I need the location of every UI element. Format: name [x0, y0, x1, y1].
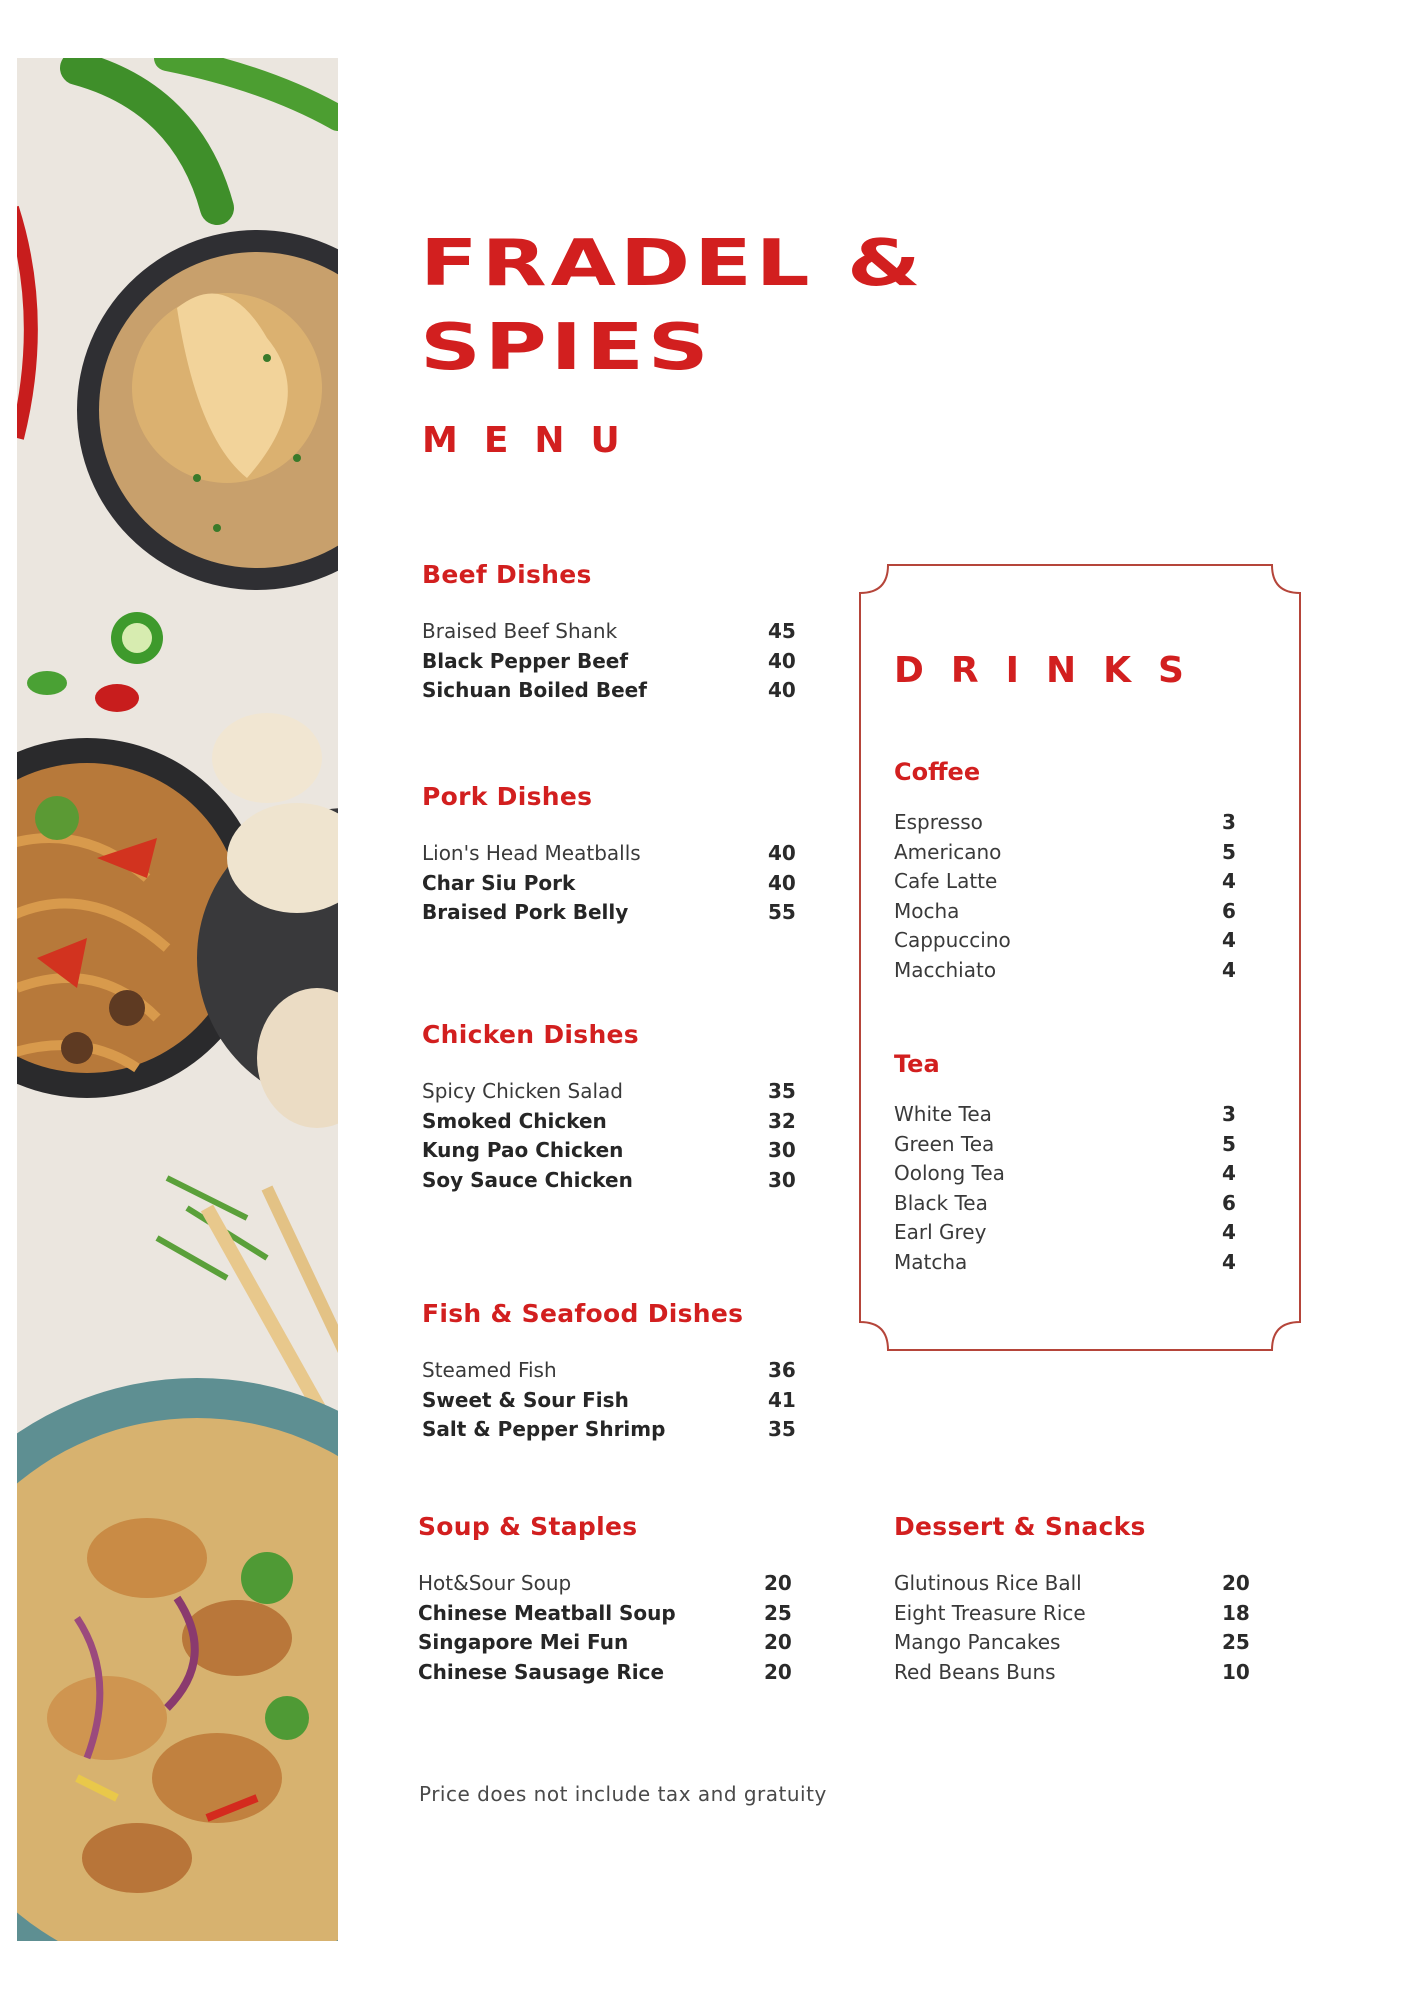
item-price: 35: [768, 1417, 796, 1441]
dessert-section: [894, 1512, 1256, 1687]
item-name: Steamed Fish: [422, 1358, 557, 1382]
menu-item: [418, 1628, 798, 1658]
item-price: 10: [1222, 1659, 1250, 1684]
item-name: Chinese Meatball Soup: [418, 1600, 676, 1625]
menu-item: [894, 1218, 1244, 1248]
item-name: Eight Treasure Rice: [894, 1600, 1086, 1625]
restaurant-name: [420, 222, 925, 390]
menu-item: [894, 1658, 1256, 1688]
item-name: Hot&Sour Soup: [418, 1571, 572, 1595]
item-price: 35: [768, 1079, 796, 1103]
item-price: 40: [768, 841, 796, 865]
item-price: 40: [768, 648, 796, 673]
pork-section-title: Pork Dishes: [422, 782, 593, 811]
item-price: 20: [764, 1659, 792, 1684]
menu-item: [894, 1189, 1244, 1219]
menu-item: [418, 1658, 798, 1688]
item-name: Oolong Tea: [894, 1161, 1005, 1185]
item-price: 3: [1222, 1102, 1236, 1126]
item-price: 18: [1222, 1600, 1250, 1625]
item-price: 55: [768, 900, 796, 924]
item-price: 4: [1222, 957, 1236, 982]
item-price: 20: [764, 1630, 792, 1654]
menu-item: [418, 1599, 798, 1629]
item-name: Mocha: [894, 898, 960, 923]
item-price: 4: [1222, 928, 1236, 952]
item-price: 40: [768, 870, 796, 895]
item-name: Lion's Head Meatballs: [422, 841, 641, 865]
menu-item: [894, 1130, 1244, 1160]
chicken-section: [422, 1020, 802, 1195]
drinks-heading: DRINKS: [894, 650, 1211, 691]
menu-item: [894, 867, 1244, 897]
menu-item: [422, 1386, 802, 1416]
menu-item: [422, 1166, 802, 1196]
item-name: Earl Grey: [894, 1220, 987, 1244]
menu-item: [418, 1569, 798, 1599]
item-name: Sweet & Sour Fish: [422, 1387, 629, 1412]
pork-section: [422, 782, 802, 928]
item-price: 4: [1222, 1220, 1236, 1244]
item-price: 4: [1222, 869, 1236, 893]
item-name: Cappuccino: [894, 928, 1011, 952]
item-name: Sichuan Boiled Beef: [422, 678, 647, 702]
item-price: 41: [768, 1387, 796, 1412]
item-price: 3: [1222, 810, 1236, 834]
item-name: Kung Pao Chicken: [422, 1138, 624, 1162]
beef-section: [422, 560, 802, 706]
menu-item: [894, 897, 1244, 927]
menu-item: [894, 926, 1244, 956]
beef-section-title: Beef Dishes: [422, 560, 592, 589]
menu-item: [422, 647, 802, 677]
menu-item: [422, 869, 802, 899]
menu-item: [894, 808, 1244, 838]
menu-item: [894, 1248, 1244, 1278]
chicken-section-title: Chicken Dishes: [422, 1020, 639, 1049]
item-price: 30: [768, 1167, 796, 1192]
fish-section-title: Fish & Seafood Dishes: [422, 1299, 744, 1328]
item-name: Black Pepper Beef: [422, 648, 629, 673]
item-name: Green Tea: [894, 1131, 995, 1156]
menu-item: [422, 676, 802, 706]
item-name: Soy Sauce Chicken: [422, 1167, 633, 1192]
dessert-section-title: Dessert & Snacks: [894, 1512, 1146, 1541]
item-price: 6: [1222, 1190, 1236, 1215]
menu-item: [422, 1077, 802, 1107]
item-price: 40: [768, 678, 796, 702]
soup-section: [418, 1512, 798, 1687]
menu-item: [422, 1107, 802, 1137]
menu-item: [422, 1136, 802, 1166]
item-name: Espresso: [894, 810, 983, 834]
menu-item: [894, 1100, 1244, 1130]
item-name: Salt & Pepper Shrimp: [422, 1417, 666, 1441]
item-name: Black Tea: [894, 1190, 988, 1215]
item-name: White Tea: [894, 1102, 992, 1126]
menu-item: [422, 617, 802, 647]
coffee-section: [894, 758, 1244, 985]
item-name: Braised Pork Belly: [422, 900, 629, 924]
item-price: 5: [1222, 839, 1236, 864]
restaurant-name-line1: FRADEL &: [420, 227, 925, 301]
menu-item: [422, 1356, 802, 1386]
item-price: 30: [768, 1138, 796, 1162]
item-price: 20: [1222, 1571, 1250, 1595]
menu-heading: MENU: [422, 420, 646, 461]
menu-item: [894, 1569, 1256, 1599]
item-name: Red Beans Buns: [894, 1659, 1056, 1684]
item-price: 5: [1222, 1131, 1236, 1156]
menu-item: [894, 838, 1244, 868]
restaurant-name-line2: SPIES: [420, 311, 713, 385]
item-name: Glutinous Rice Ball: [894, 1571, 1082, 1595]
item-price: 45: [768, 619, 796, 643]
item-price: 32: [768, 1108, 796, 1133]
menu-item: [894, 1628, 1256, 1658]
coffee-section-title: Coffee: [894, 758, 981, 786]
item-price: 20: [764, 1571, 792, 1595]
item-price: 4: [1222, 1249, 1236, 1274]
menu-item: [894, 956, 1244, 986]
soup-section-title: Soup & Staples: [418, 1512, 638, 1541]
item-name: Mango Pancakes: [894, 1630, 1061, 1654]
item-name: Matcha: [894, 1249, 968, 1274]
tea-section: [894, 1050, 1244, 1277]
item-name: Braised Beef Shank: [422, 619, 618, 643]
item-name: Americano: [894, 839, 1002, 864]
item-name: Chinese Sausage Rice: [418, 1659, 665, 1684]
menu-item: [422, 898, 802, 928]
item-name: Char Siu Pork: [422, 870, 576, 895]
menu-item: [894, 1159, 1244, 1189]
item-name: Smoked Chicken: [422, 1108, 607, 1133]
fish-section: [422, 1299, 802, 1445]
item-price: 25: [1222, 1630, 1250, 1654]
tea-section-title: Tea: [894, 1050, 940, 1078]
item-name: Singapore Mei Fun: [418, 1630, 629, 1654]
price-note: Price does not include tax and gratuity: [419, 1782, 827, 1806]
item-name: Macchiato: [894, 957, 997, 982]
menu-item: [422, 839, 802, 869]
menu-item: [422, 1415, 802, 1445]
item-price: 4: [1222, 1161, 1236, 1185]
item-price: 25: [764, 1600, 792, 1625]
food-photo: [17, 58, 338, 1941]
item-name: Spicy Chicken Salad: [422, 1079, 623, 1103]
item-price: 6: [1222, 898, 1236, 923]
item-name: Cafe Latte: [894, 869, 998, 893]
item-price: 36: [768, 1358, 796, 1382]
menu-item: [894, 1599, 1256, 1629]
